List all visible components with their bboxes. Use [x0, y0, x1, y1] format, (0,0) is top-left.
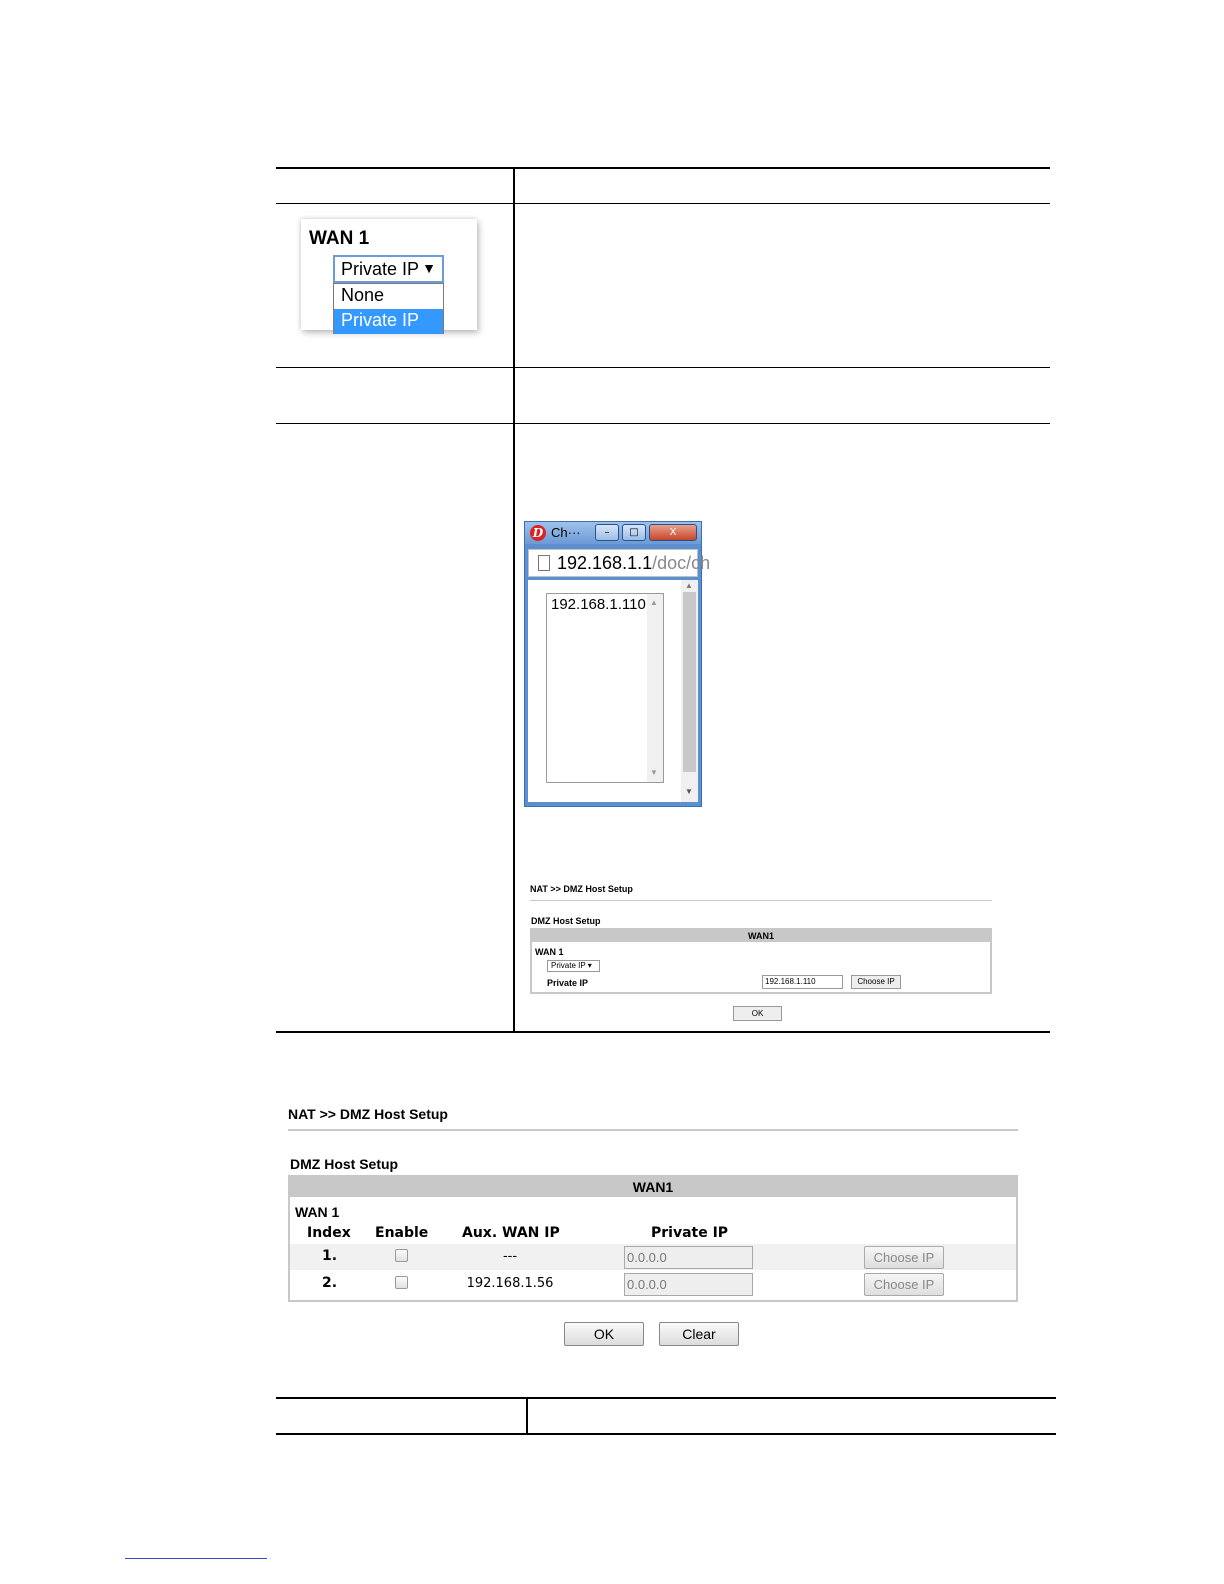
popup-title: Ch··· — [551, 525, 581, 540]
maximize-button[interactable]: □ — [622, 524, 646, 541]
popup-scrollbar[interactable] — [681, 580, 698, 802]
aux-wan-ip: 192.168.1.56 — [466, 1276, 554, 1291]
small-divider — [530, 900, 992, 901]
clear-button[interactable]: Clear — [659, 1322, 739, 1346]
table-row-rule — [276, 367, 1050, 368]
ip-list-item[interactable]: 192.168.1.110 — [551, 596, 646, 613]
scrollbar-thumb[interactable] — [683, 592, 696, 772]
small-private-ip-input[interactable]: 192.168.1.110 — [762, 975, 843, 989]
table2-bottom-rule — [276, 1433, 1056, 1435]
popup-body — [528, 580, 698, 802]
dmz-host-panel — [288, 1175, 1018, 1302]
wan-label: WAN 1 — [295, 1204, 340, 1220]
option-none[interactable]: None — [341, 285, 385, 305]
scroll-down-icon[interactable]: ▼ — [685, 787, 693, 796]
breadcrumb: NAT >> DMZ Host Setup — [288, 1106, 448, 1122]
page-icon — [538, 555, 550, 571]
small-section-title: DMZ Host Setup — [531, 916, 601, 926]
ok-button[interactable]: OK — [564, 1322, 644, 1346]
choose-ip-popup-window — [524, 521, 711, 807]
section-title: DMZ Host Setup — [290, 1156, 399, 1172]
small-private-ip-label: Private IP — [547, 978, 589, 988]
choose-ip-button[interactable]: Choose IP — [864, 1273, 944, 1296]
mode-options-list[interactable] — [333, 283, 444, 334]
column-header-aux-wan-ip: Aux. WAN IP — [462, 1225, 560, 1241]
table-top-rule — [276, 167, 1050, 169]
small-ok-button[interactable]: OK — [733, 1006, 782, 1021]
choose-ip-button[interactable]: Choose IP — [864, 1246, 944, 1269]
table-row — [290, 1271, 1016, 1297]
address-bar[interactable] — [528, 549, 711, 577]
small-wan-label: WAN 1 — [535, 947, 564, 957]
small-mode-select[interactable]: Private IP ▾ — [547, 960, 600, 972]
option-private-ip[interactable]: Private IP — [334, 309, 443, 334]
column-header-private-ip: Private IP — [651, 1225, 729, 1241]
mode-select-value: Private IP — [341, 259, 420, 279]
scroll-down-icon[interactable]: ▼ — [650, 768, 658, 777]
table-header-rule — [276, 203, 1050, 204]
url-text: 192.168.1.1/doc/ch — [557, 553, 711, 573]
close-button[interactable]: X — [649, 524, 697, 541]
table-column-divider — [513, 167, 515, 1033]
app-logo-icon: D — [530, 525, 546, 541]
wan-title: WAN 1 — [309, 228, 370, 249]
row-index: 1. — [322, 1248, 338, 1264]
table2-column-divider — [526, 1397, 528, 1435]
footer-link-underline[interactable] — [125, 1558, 267, 1559]
table-row — [290, 1244, 1016, 1270]
enable-checkbox[interactable] — [395, 1276, 408, 1289]
table-row-rule — [276, 423, 1050, 424]
column-header-index: Index — [307, 1225, 351, 1241]
table-bottom-rule — [276, 1031, 1050, 1033]
small-choose-ip-button[interactable]: Choose IP — [851, 975, 901, 989]
table2-top-rule — [276, 1397, 1056, 1399]
scroll-up-icon[interactable]: ▲ — [650, 598, 658, 607]
small-panel-header: WAN1 — [532, 930, 990, 942]
aux-wan-ip: --- — [502, 1249, 518, 1264]
panel-header: WAN1 — [290, 1177, 1016, 1197]
row-index: 2. — [322, 1275, 338, 1291]
divider — [288, 1129, 1018, 1131]
small-dmz-panel — [530, 928, 992, 994]
dropdown-arrow-icon: ▼ — [422, 260, 436, 276]
popup-title-bar[interactable] — [525, 522, 701, 544]
enable-checkbox[interactable] — [395, 1249, 408, 1262]
ip-list[interactable] — [546, 593, 664, 783]
minimize-button[interactable]: – — [595, 524, 619, 541]
small-breadcrumb: NAT >> DMZ Host Setup — [530, 884, 633, 894]
scroll-up-icon[interactable]: ▲ — [685, 581, 693, 590]
column-header-enable: Enable — [375, 1225, 429, 1241]
list-scrollbar[interactable] — [647, 594, 663, 782]
mode-select[interactable] — [333, 255, 444, 283]
private-ip-input[interactable]: 0.0.0.0 — [624, 1273, 753, 1296]
private-ip-input[interactable]: 0.0.0.0 — [624, 1246, 753, 1269]
